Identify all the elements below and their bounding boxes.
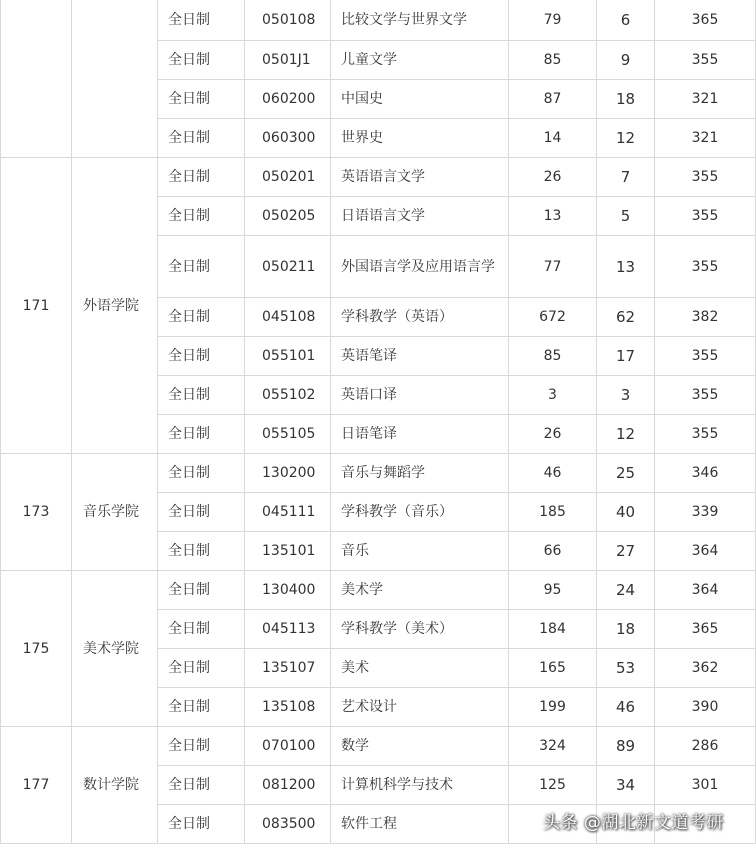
min-score-cell: 321 <box>655 119 756 158</box>
min-score-cell: 382 <box>655 298 756 337</box>
major-name-cell: 学科教学（英语） <box>331 298 509 337</box>
major-name-cell: 英语口译 <box>331 376 509 415</box>
applicants-cell: 199 <box>509 688 597 727</box>
min-score-cell: 355 <box>655 415 756 454</box>
study-mode-cell: 全日制 <box>158 80 245 119</box>
major-name-cell: 学科教学（美术） <box>331 610 509 649</box>
study-mode-cell: 全日制 <box>158 197 245 236</box>
study-mode-cell: 全日制 <box>158 532 245 571</box>
table-row <box>1 454 756 493</box>
college-name-cell <box>72 0 158 158</box>
min-score-cell: 286 <box>655 727 756 766</box>
applicants-cell: 85 <box>509 41 597 80</box>
major-code-cell: 060200 <box>245 80 331 119</box>
college-name-cell: 音乐学院 <box>72 454 158 571</box>
major-code-cell: 055101 <box>245 337 331 376</box>
applicants-cell: 13 <box>509 197 597 236</box>
study-mode-cell: 全日制 <box>158 805 245 844</box>
admitted-cell: 53 <box>597 649 655 688</box>
college-code-cell: 175 <box>1 571 72 727</box>
applicants-cell: 87 <box>509 80 597 119</box>
college-name-cell: 数计学院 <box>72 727 158 844</box>
admitted-cell: 13 <box>597 236 655 298</box>
applicants-cell: 85 <box>509 337 597 376</box>
table-body <box>1 0 756 844</box>
applicants-cell: 79 <box>509 0 597 41</box>
study-mode-cell: 全日制 <box>158 766 245 805</box>
table-row <box>1 727 756 766</box>
admitted-cell: 27 <box>597 532 655 571</box>
study-mode-cell: 全日制 <box>158 119 245 158</box>
admitted-cell: 6 <box>597 0 655 41</box>
study-mode-cell: 全日制 <box>158 158 245 197</box>
major-name-cell: 音乐与舞蹈学 <box>331 454 509 493</box>
study-mode-cell: 全日制 <box>158 688 245 727</box>
study-mode-cell: 全日制 <box>158 493 245 532</box>
major-code-cell: 050201 <box>245 158 331 197</box>
study-mode-cell: 全日制 <box>158 415 245 454</box>
min-score-cell: 355 <box>655 376 756 415</box>
major-code-cell: 130400 <box>245 571 331 610</box>
major-code-cell: 055102 <box>245 376 331 415</box>
table-row <box>1 0 756 41</box>
admitted-cell: 7 <box>597 158 655 197</box>
table-row <box>1 571 756 610</box>
admitted-cell: 25 <box>597 454 655 493</box>
major-name-cell: 中国史 <box>331 80 509 119</box>
major-name-cell: 比较文学与世界文学 <box>331 0 509 41</box>
admitted-cell: 40 <box>597 493 655 532</box>
major-code-cell: 130200 <box>245 454 331 493</box>
min-score-cell: 362 <box>655 649 756 688</box>
major-name-cell: 世界史 <box>331 119 509 158</box>
admitted-cell: 18 <box>597 80 655 119</box>
major-name-cell: 数学 <box>331 727 509 766</box>
major-code-cell: 135101 <box>245 532 331 571</box>
major-code-cell: 045111 <box>245 493 331 532</box>
min-score-cell: 301 <box>655 766 756 805</box>
min-score-cell: 321 <box>655 80 756 119</box>
study-mode-cell: 全日制 <box>158 376 245 415</box>
applicants-cell: 324 <box>509 727 597 766</box>
applicants-cell: 185 <box>509 493 597 532</box>
applicants-cell: 26 <box>509 158 597 197</box>
major-code-cell: 060300 <box>245 119 331 158</box>
major-code-cell: 083500 <box>245 805 331 844</box>
major-name-cell: 学科教学（音乐） <box>331 493 509 532</box>
major-name-cell: 外国语言学及应用语言学 <box>331 236 509 298</box>
applicants-cell: 77 <box>509 236 597 298</box>
admitted-cell: 12 <box>597 119 655 158</box>
min-score-cell: 355 <box>655 158 756 197</box>
min-score-cell: 365 <box>655 0 756 41</box>
college-code-cell <box>1 0 72 158</box>
admitted-cell: 34 <box>597 766 655 805</box>
study-mode-cell: 全日制 <box>158 41 245 80</box>
major-name-cell: 日语语言文学 <box>331 197 509 236</box>
study-mode-cell: 全日制 <box>158 236 245 298</box>
major-code-cell: 055105 <box>245 415 331 454</box>
applicants-cell: 125 <box>509 766 597 805</box>
min-score-cell: 339 <box>655 493 756 532</box>
study-mode-cell: 全日制 <box>158 571 245 610</box>
min-score-cell: 364 <box>655 532 756 571</box>
college-code-cell: 177 <box>1 727 72 844</box>
major-name-cell: 英语语言文学 <box>331 158 509 197</box>
college-code-cell: 171 <box>1 158 72 454</box>
applicants-cell: 95 <box>509 571 597 610</box>
major-code-cell: 050211 <box>245 236 331 298</box>
applicants-cell: 14 <box>509 119 597 158</box>
major-name-cell: 美术学 <box>331 571 509 610</box>
major-name-cell: 儿童文学 <box>331 41 509 80</box>
major-code-cell: 081200 <box>245 766 331 805</box>
admitted-cell: 3 <box>597 376 655 415</box>
major-code-cell: 070100 <box>245 727 331 766</box>
admitted-cell: 18 <box>597 610 655 649</box>
admitted-cell: 5 <box>597 197 655 236</box>
applicants-cell: 165 <box>509 649 597 688</box>
major-code-cell: 050205 <box>245 197 331 236</box>
applicants-cell: 3 <box>509 376 597 415</box>
applicants-cell: 184 <box>509 610 597 649</box>
major-code-cell: 0501J1 <box>245 41 331 80</box>
applicants-cell: 46 <box>509 454 597 493</box>
study-mode-cell: 全日制 <box>158 454 245 493</box>
min-score-cell: 364 <box>655 571 756 610</box>
major-code-cell: 135107 <box>245 649 331 688</box>
study-mode-cell: 全日制 <box>158 649 245 688</box>
applicants-cell: 66 <box>509 532 597 571</box>
major-name-cell: 艺术设计 <box>331 688 509 727</box>
study-mode-cell: 全日制 <box>158 298 245 337</box>
college-code-cell: 173 <box>1 454 72 571</box>
admitted-cell: 24 <box>597 571 655 610</box>
watermark: 头条 @湖北新文道考研 <box>543 813 724 833</box>
min-score-cell: 355 <box>655 236 756 298</box>
min-score-cell: 365 <box>655 610 756 649</box>
admitted-cell: 62 <box>597 298 655 337</box>
table-row <box>1 158 756 197</box>
major-name-cell: 计算机科学与技术 <box>331 766 509 805</box>
admitted-cell: 17 <box>597 337 655 376</box>
applicants-cell: 26 <box>509 415 597 454</box>
major-name-cell: 英语笔译 <box>331 337 509 376</box>
college-name-cell: 外语学院 <box>72 158 158 454</box>
study-mode-cell: 全日制 <box>158 727 245 766</box>
admitted-cell: 89 <box>597 727 655 766</box>
major-name-cell: 软件工程 <box>331 805 509 844</box>
major-code-cell: 045108 <box>245 298 331 337</box>
major-name-cell: 美术 <box>331 649 509 688</box>
min-score-cell: 355 <box>655 41 756 80</box>
min-score-cell: 355 <box>655 197 756 236</box>
college-name-cell: 美术学院 <box>72 571 158 727</box>
major-name-cell: 日语笔译 <box>331 415 509 454</box>
min-score-cell: 390 <box>655 688 756 727</box>
study-mode-cell: 全日制 <box>158 0 245 41</box>
admitted-cell: 46 <box>597 688 655 727</box>
major-code-cell: 135108 <box>245 688 331 727</box>
study-mode-cell: 全日制 <box>158 610 245 649</box>
major-code-cell: 050108 <box>245 0 331 41</box>
applicants-cell: 672 <box>509 298 597 337</box>
min-score-cell: 355 <box>655 337 756 376</box>
min-score-cell: 346 <box>655 454 756 493</box>
admitted-cell: 12 <box>597 415 655 454</box>
study-mode-cell: 全日制 <box>158 337 245 376</box>
major-code-cell: 045113 <box>245 610 331 649</box>
admitted-cell: 9 <box>597 41 655 80</box>
major-name-cell: 音乐 <box>331 532 509 571</box>
